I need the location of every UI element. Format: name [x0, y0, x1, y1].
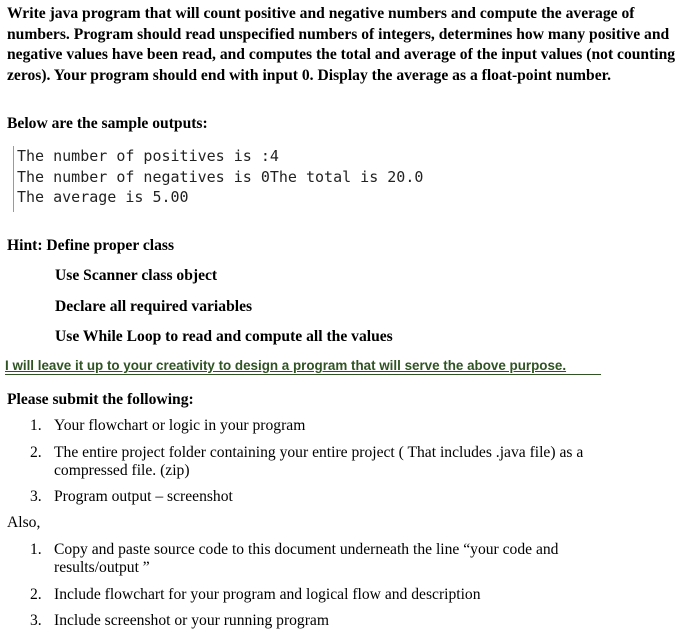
list-text: Include screenshot or your running program [54, 612, 329, 629]
also-label: Also, [7, 514, 41, 531]
sample-output-box [13, 146, 437, 212]
list-number: 3. [30, 612, 42, 629]
list-text: Copy and paste source code to this document underneath the line “your code and results/output ” [54, 541, 559, 576]
sample-output-line: The number of negatives is 0The total is 20.0 [17, 167, 424, 186]
creativity-note: I will leave it up to your creativity to design a program that will serve the above purpose. [5, 358, 601, 375]
sample-output-line: The number of positives is :4 [17, 147, 279, 165]
list-number: 1. [30, 541, 42, 558]
hint-item: Declare all required variables [55, 298, 253, 315]
sample-output-line: The average is 5.00 [17, 188, 189, 206]
list-number: 2. [30, 444, 42, 461]
submit-title: Please submit the following: [7, 391, 194, 408]
hint-item: Use While Loop to read and compute all the values [55, 328, 393, 345]
list-number: 3. [30, 488, 42, 505]
list-number: 1. [30, 417, 42, 434]
list-number: 2. [30, 586, 42, 603]
list-text: Your flowchart or logic in your program [54, 417, 306, 434]
list-text: Include flowchart for your program and logical flow and description [54, 586, 481, 603]
sample-heading: Below are the sample outputs: [7, 115, 208, 132]
assignment-intro: Write java program that will count positive and negative numbers and compute the average of numbers. Program should read unspecified numbers of integers, determines how many positive and negative values have been read, and computes the total and average of the input values (not counting zeros). Your program should end with input 0. Display the average as a float-point number. [7, 5, 676, 84]
hint-item: Use Scanner class object [55, 267, 218, 284]
list-text: The entire project folder containing your entire project ( That includes .java file) as a compressed file. (zip) [54, 444, 584, 479]
list-text: Program output – screenshot [54, 488, 233, 505]
hint-title: Hint: Define proper class [7, 237, 175, 254]
